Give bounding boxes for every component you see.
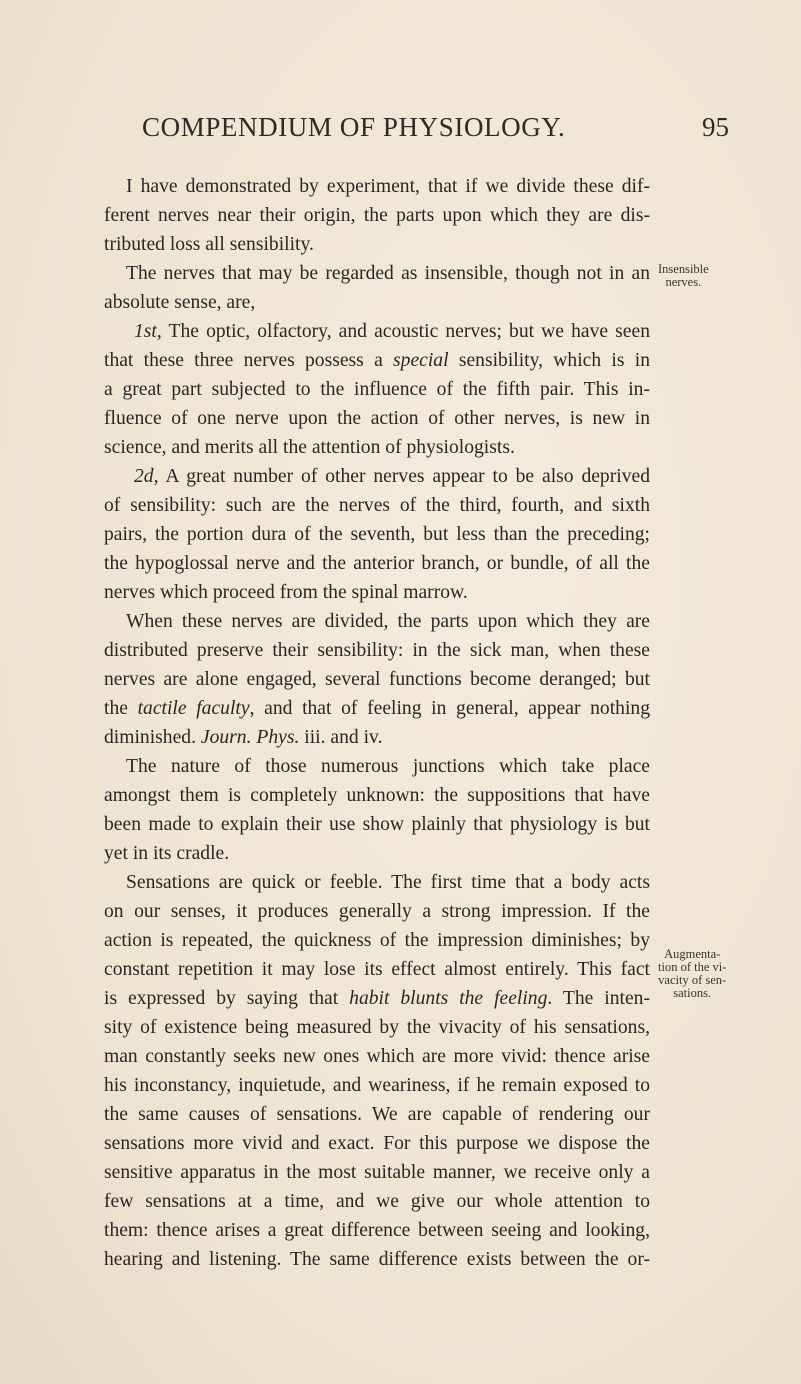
text-line: distributed preserve their sensibility: in the sick man, when these	[104, 640, 650, 661]
text-run: iii. and iv.	[304, 727, 383, 748]
text-line	[104, 346, 650, 375]
text-line: yet in its cradle.	[104, 843, 230, 864]
text-line: nerves are alone engaged, several functions become deranged; but	[104, 669, 650, 690]
text-run: the	[104, 698, 128, 719]
text-line	[104, 317, 650, 346]
text-line: sensations more vivid and exact. For this purpose we dispose the	[104, 1133, 650, 1154]
text-run: sensibility, which is in	[458, 350, 651, 371]
text-line: the hypoglossal nerve and the anterior branch, or bundle, of all the	[104, 553, 650, 574]
text-line: been made to explain their use show plainly that physiology is but	[104, 814, 650, 835]
text-run: , and that of feeling in general, appear nothing	[249, 698, 651, 719]
text-line: constant repetition it may lose its effect almost entirely. This fact	[104, 959, 650, 980]
body-text	[104, 172, 650, 1274]
text-run: is expressed by saying that	[104, 988, 339, 1009]
text-line: Sensations are quick or feeble. The first time that a body acts	[126, 872, 650, 893]
text-line: few sensations at a time, and we give our whole attention to	[104, 1191, 650, 1212]
text-line: The nature of those numerous junctions which take place	[126, 756, 650, 777]
page-header	[0, 112, 801, 152]
text-run: diminished.	[104, 727, 196, 748]
text-run: The optic, olfactory, and acoustic nerves; but we have seen	[168, 321, 650, 342]
margin-note-insensible-nerves	[658, 263, 709, 289]
text-line: sensitive apparatus in the most suitable manner, we receive only a	[104, 1162, 650, 1183]
running-title: COMPENDIUM OF PHYSIOLOGY.	[142, 112, 566, 142]
text-line: action is repeated, the quickness of the impression diminishes; by	[104, 930, 650, 951]
italic-text: Journ. Phys.	[200, 727, 300, 748]
text-line	[104, 723, 650, 752]
text-run: A great number of other nerves appear to be also deprived	[165, 466, 650, 487]
italic-text: 1st,	[134, 321, 162, 342]
margin-note-line: Augmenta-	[664, 947, 721, 961]
margin-note-line: vacity of sen-	[658, 973, 727, 987]
italic-text: special	[393, 350, 449, 371]
text-line: on our senses, it produces generally a strong impression. If the	[104, 901, 650, 922]
text-line: absolute sense, are,	[104, 292, 256, 313]
italic-text: habit blunts the feeling	[349, 988, 548, 1009]
text-line: science, and merits all the attention of physiologists.	[104, 437, 515, 458]
text-line: amongst them is completely unknown: the suppositions that have	[104, 785, 650, 806]
margin-note-line: tion of the vi-	[658, 960, 727, 974]
page-number: 95	[702, 112, 729, 142]
margin-note-line: Insensible	[658, 262, 709, 276]
text-line: sity of existence being measured by the vivacity of his sensations,	[104, 1017, 650, 1038]
text-line: When these nerves are divided, the parts upon which they are	[126, 611, 650, 632]
text-line: pairs, the portion dura of the seventh, but less than the preceding;	[104, 524, 650, 545]
text-run: . The inten-	[547, 988, 650, 1009]
margin-note-line: nerves.	[665, 275, 702, 289]
text-line: his inconstancy, inquietude, and weariness, if he remain exposed to	[104, 1075, 650, 1096]
text-run: that these three nerves possess a	[104, 350, 383, 371]
text-line	[104, 984, 650, 1013]
text-line: them: thence arises a great difference between seeing and looking,	[104, 1220, 650, 1241]
margin-note-augmentation	[658, 948, 726, 1000]
text-line: hearing and listening. The same difference exists between the or-	[104, 1249, 650, 1270]
text-line	[104, 462, 650, 491]
text-line: the same causes of sensations. We are capable of rendering our	[104, 1104, 650, 1125]
text-line: nerves which proceed from the spinal marrow.	[104, 582, 468, 603]
text-line: of sensibility: such are the nerves of the third, fourth, and sixth	[104, 495, 650, 516]
margin-note-line: sations.	[673, 986, 712, 1000]
text-line: The nerves that may be regarded as insensible, though not in an	[126, 263, 650, 284]
text-line: a great part subjected to the influence of the fifth pair. This in-	[104, 379, 650, 400]
text-line: man constantly seeks new ones which are more vivid: thence arise	[104, 1046, 650, 1067]
text-line: fluence of one nerve upon the action of other nerves, is new in	[104, 408, 650, 429]
text-line	[104, 694, 650, 723]
italic-text: 2d,	[134, 466, 159, 487]
text-line: ferent nerves near their origin, the parts upon which they are dis-	[104, 205, 650, 226]
italic-text: tactile faculty	[137, 698, 250, 719]
text-line: tributed loss all sensibility.	[104, 234, 314, 255]
text-line: I have demonstrated by experiment, that if we divide these dif-	[126, 176, 650, 197]
